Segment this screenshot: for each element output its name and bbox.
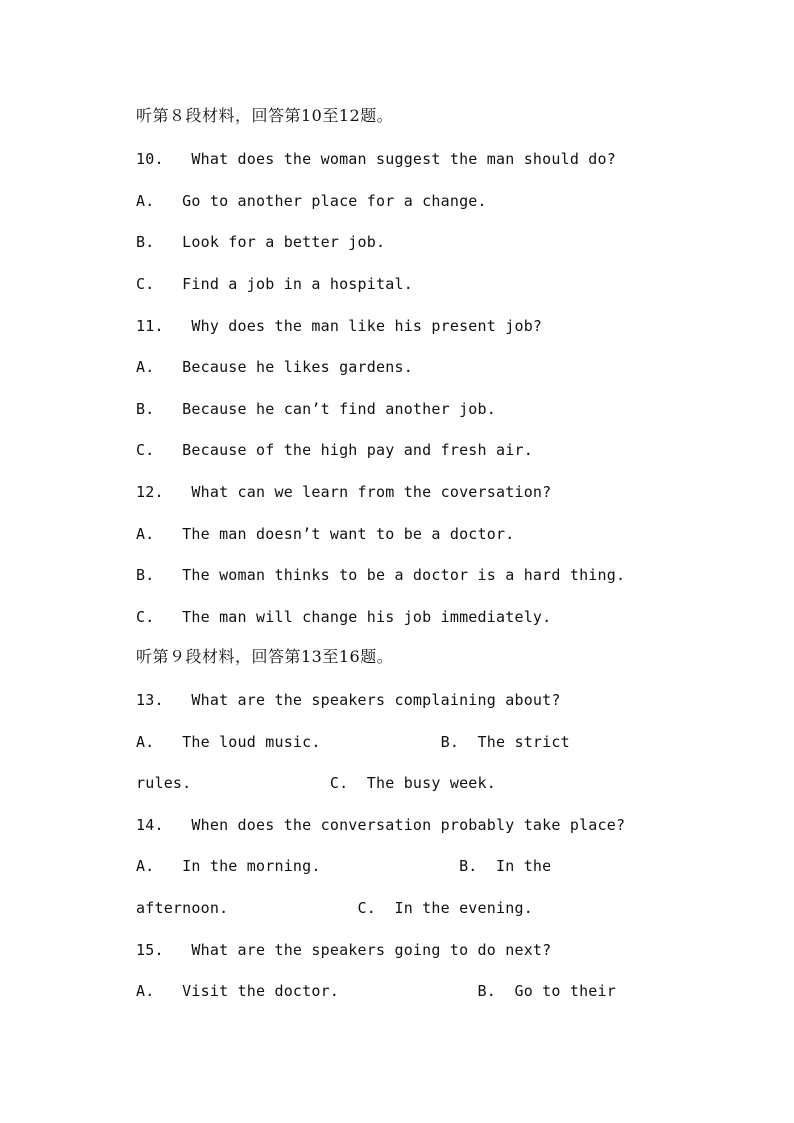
question-11: 11. Why does the man like his present job?	[136, 317, 543, 335]
question-10-option-c: C. Find a job in a hospital.	[136, 275, 413, 293]
question-12-option-b: B. The woman thinks to be a doctor is a hard thing.	[136, 566, 626, 584]
question-11-option-a: A. Because he likes gardens.	[136, 358, 413, 376]
question-12-option-a: A. The man doesn’t want to be a doctor.	[136, 525, 515, 543]
question-13-options-line-2: rules. C. The busy week.	[136, 774, 496, 792]
question-12: 12. What can we learn from the coversation?	[136, 483, 552, 501]
question-14-options-line-2: afternoon. C. In the evening.	[136, 899, 533, 917]
question-11-option-b: B. Because he can’t find another job.	[136, 400, 496, 418]
question-13: 13. What are the speakers complaining about?	[136, 691, 561, 709]
question-13-options-line-1: A. The loud music. B. The strict	[136, 733, 570, 751]
question-12-option-c: C. The man will change his job immediately.	[136, 608, 552, 626]
question-15-options-line-1: A. Visit the doctor. B. Go to their	[136, 982, 616, 1000]
section-heading: 听第９段材料，回答第13至16题。	[136, 647, 394, 666]
question-14: 14. When does the conversation probably take place?	[136, 816, 626, 834]
question-15: 15. What are the speakers going to do next?	[136, 941, 552, 959]
section-heading: 听第８段材料，回答第10至12题。	[136, 106, 394, 125]
question-14-options-line-1: A. In the morning. B. In the	[136, 857, 552, 875]
question-10: 10. What does the woman suggest the man should do?	[136, 150, 616, 168]
question-11-option-c: C. Because of the high pay and fresh air.	[136, 441, 533, 459]
question-10-option-b: B. Look for a better job.	[136, 233, 386, 251]
question-10-option-a: A. Go to another place for a change.	[136, 192, 487, 210]
